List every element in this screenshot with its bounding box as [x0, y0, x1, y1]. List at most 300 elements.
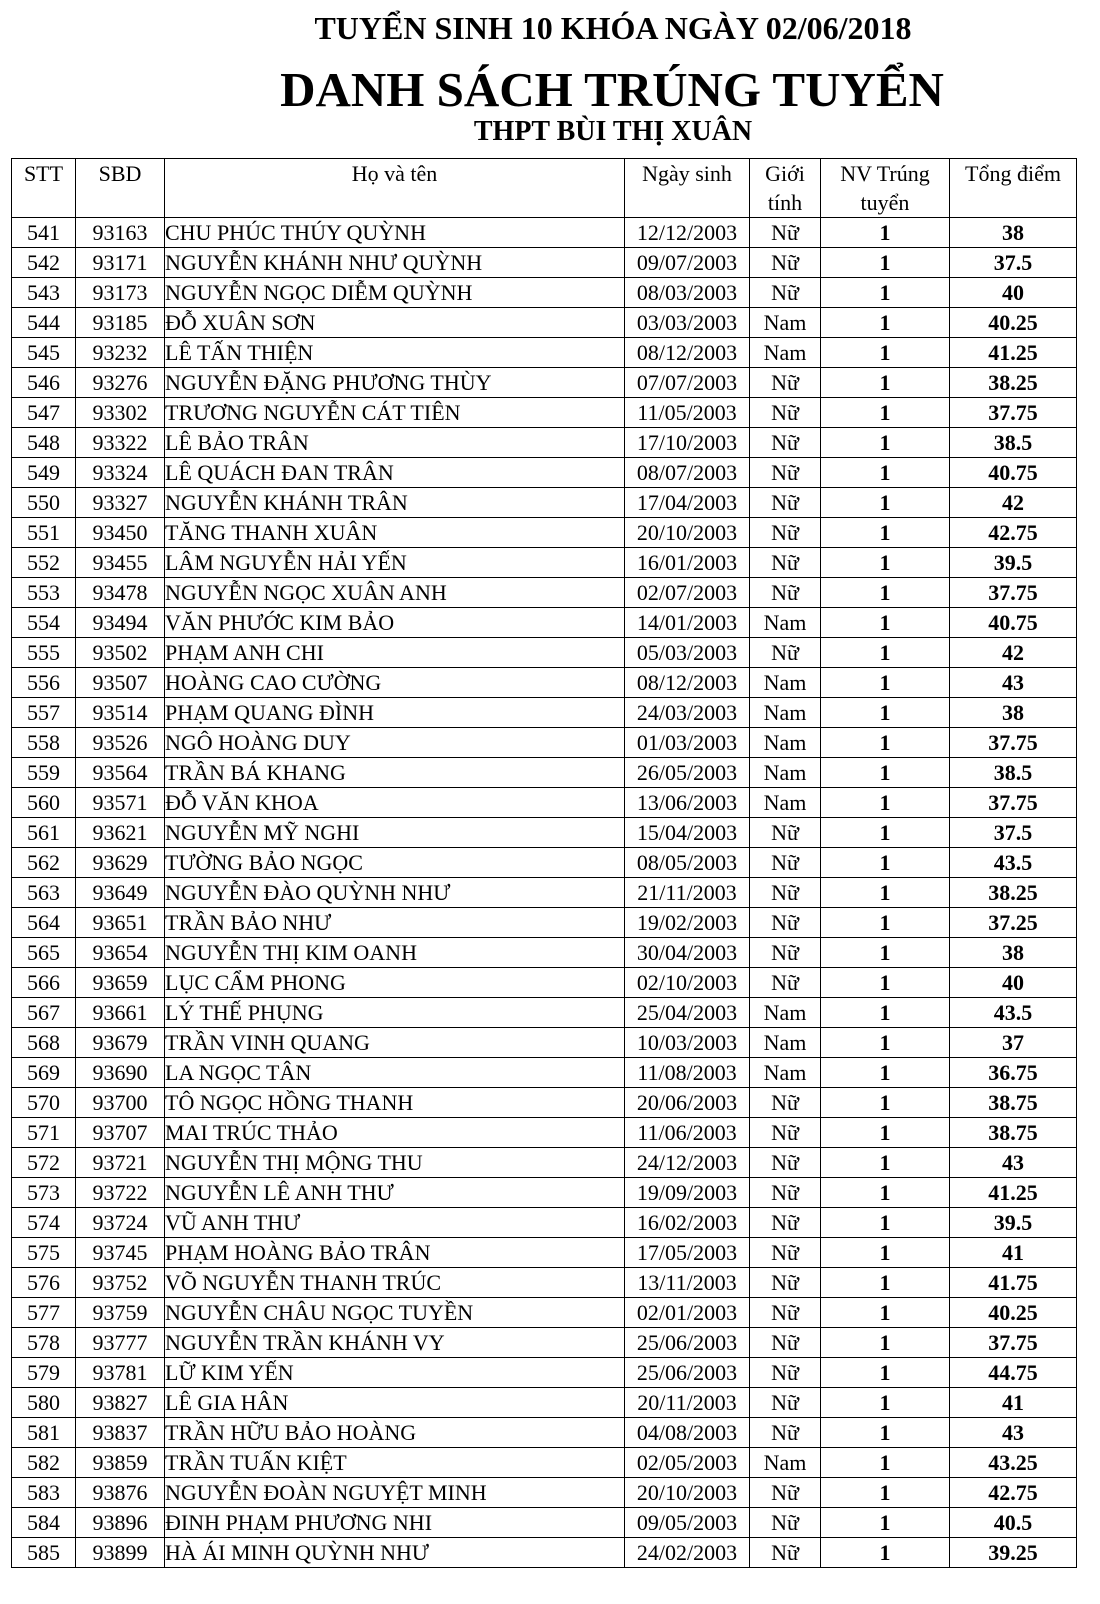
cell-nv: 1	[821, 1058, 950, 1088]
cell-sbd: 93659	[76, 968, 165, 998]
cell-name: LÊ BẢO TRÂN	[165, 428, 625, 458]
cell-score: 39.25	[950, 1538, 1077, 1568]
cell-dob: 02/07/2003	[625, 578, 750, 608]
cell-sbd: 93722	[76, 1178, 165, 1208]
header-dob: Ngày sinh	[625, 159, 750, 218]
cell-dob: 02/05/2003	[625, 1448, 750, 1478]
cell-sbd: 93721	[76, 1148, 165, 1178]
cell-score: 37.75	[950, 398, 1077, 428]
cell-sex: Nam	[750, 1028, 821, 1058]
cell-stt: 582	[12, 1448, 76, 1478]
cell-nv: 1	[821, 1478, 950, 1508]
cell-stt: 559	[12, 758, 76, 788]
cell-sex: Nữ	[750, 848, 821, 878]
table-row	[12, 1388, 1077, 1418]
cell-sex: Nữ	[750, 578, 821, 608]
cell-dob: 15/04/2003	[625, 818, 750, 848]
cell-stt: 556	[12, 668, 76, 698]
cell-sbd: 93564	[76, 758, 165, 788]
table-row	[12, 488, 1077, 518]
cell-name: TRẦN HỮU BẢO HOÀNG	[165, 1418, 625, 1448]
cell-name: MAI TRÚC THẢO	[165, 1118, 625, 1148]
cell-nv: 1	[821, 1448, 950, 1478]
cell-sex: Nữ	[750, 938, 821, 968]
cell-sbd: 93752	[76, 1268, 165, 1298]
cell-name: VĂN PHƯỚC KIM BẢO	[165, 608, 625, 638]
cell-dob: 04/08/2003	[625, 1418, 750, 1448]
table-row	[12, 1418, 1077, 1448]
cell-score: 37.25	[950, 908, 1077, 938]
cell-score: 40	[950, 968, 1077, 998]
cell-dob: 08/03/2003	[625, 278, 750, 308]
table-row	[12, 608, 1077, 638]
cell-score: 39.5	[950, 1208, 1077, 1238]
cell-stt: 546	[12, 368, 76, 398]
cell-name: NGÔ HOÀNG DUY	[165, 728, 625, 758]
cell-name: LA NGỌC TÂN	[165, 1058, 625, 1088]
table-row	[12, 848, 1077, 878]
cell-sex: Nam	[750, 758, 821, 788]
cell-score: 38.5	[950, 428, 1077, 458]
cell-sbd: 93629	[76, 848, 165, 878]
cell-sbd: 93661	[76, 998, 165, 1028]
cell-stt: 569	[12, 1058, 76, 1088]
cell-sbd: 93494	[76, 608, 165, 638]
cell-score: 37.75	[950, 578, 1077, 608]
table-row	[12, 1208, 1077, 1238]
cell-sex: Nữ	[750, 968, 821, 998]
cell-stt: 554	[12, 608, 76, 638]
cell-dob: 17/10/2003	[625, 428, 750, 458]
cell-name: NGUYỄN TRẦN KHÁNH VY	[165, 1328, 625, 1358]
cell-stt: 575	[12, 1238, 76, 1268]
cell-sbd: 93707	[76, 1118, 165, 1148]
table-row	[12, 1118, 1077, 1148]
table-row	[12, 368, 1077, 398]
table-body	[12, 218, 1077, 1568]
cell-name: LÂM NGUYỄN HẢI YẾN	[165, 548, 625, 578]
cell-dob: 30/04/2003	[625, 938, 750, 968]
cell-stt: 567	[12, 998, 76, 1028]
cell-sex: Nữ	[750, 1508, 821, 1538]
table-row	[12, 1178, 1077, 1208]
cell-sex: Nam	[750, 1058, 821, 1088]
cell-stt: 580	[12, 1388, 76, 1418]
cell-score: 41.75	[950, 1268, 1077, 1298]
cell-stt: 584	[12, 1508, 76, 1538]
cell-dob: 17/05/2003	[625, 1238, 750, 1268]
cell-name: VŨ ANH THƯ	[165, 1208, 625, 1238]
cell-stt: 552	[12, 548, 76, 578]
cell-name: NGUYỄN KHÁNH NHƯ QUỲNH	[165, 248, 625, 278]
cell-nv: 1	[821, 728, 950, 758]
cell-sex: Nữ	[750, 908, 821, 938]
cell-score: 40.25	[950, 1298, 1077, 1328]
cell-dob: 08/05/2003	[625, 848, 750, 878]
cell-stt: 572	[12, 1148, 76, 1178]
table-row	[12, 278, 1077, 308]
cell-score: 43	[950, 1148, 1077, 1178]
cell-sbd: 93621	[76, 818, 165, 848]
cell-name: LÊ GIA HÂN	[165, 1388, 625, 1418]
table-row	[12, 968, 1077, 998]
cell-name: TRẦN BẢO NHƯ	[165, 908, 625, 938]
school-name: THPT BÙI THỊ XUÂN	[473, 116, 753, 147]
table-row	[12, 728, 1077, 758]
cell-dob: 02/10/2003	[625, 968, 750, 998]
cell-sbd: 93651	[76, 908, 165, 938]
cell-name: ĐỖ XUÂN SƠN	[165, 308, 625, 338]
cell-sbd: 93322	[76, 428, 165, 458]
header-score: Tổng điểm	[950, 159, 1077, 218]
cell-nv: 1	[821, 908, 950, 938]
table-row	[12, 1358, 1077, 1388]
cell-dob: 20/10/2003	[625, 1478, 750, 1508]
cell-score: 43.5	[950, 998, 1077, 1028]
document-subtitle: DANH SÁCH TRÚNG TUYỂN	[280, 62, 944, 117]
cell-nv: 1	[821, 608, 950, 638]
cell-name: TRẦN BÁ KHANG	[165, 758, 625, 788]
cell-dob: 16/01/2003	[625, 548, 750, 578]
cell-name: ĐINH PHẠM PHƯƠNG NHI	[165, 1508, 625, 1538]
cell-name: PHẠM QUANG ĐÌNH	[165, 698, 625, 728]
table-row	[12, 878, 1077, 908]
cell-dob: 16/02/2003	[625, 1208, 750, 1238]
cell-score: 38.5	[950, 758, 1077, 788]
cell-nv: 1	[821, 788, 950, 818]
cell-score: 43	[950, 1418, 1077, 1448]
table-row	[12, 1028, 1077, 1058]
cell-stt: 579	[12, 1358, 76, 1388]
table-row	[12, 698, 1077, 728]
cell-dob: 08/07/2003	[625, 458, 750, 488]
cell-name: TƯỜNG BẢO NGỌC	[165, 848, 625, 878]
cell-sex: Nữ	[750, 218, 821, 248]
cell-sex: Nữ	[750, 518, 821, 548]
cell-sex: Nữ	[750, 1238, 821, 1268]
cell-name: NGUYỄN CHÂU NGỌC TUYỀN	[165, 1298, 625, 1328]
cell-name: LÊ QUÁCH ĐAN TRÂN	[165, 458, 625, 488]
cell-sbd: 93876	[76, 1478, 165, 1508]
cell-sex: Nữ	[750, 458, 821, 488]
cell-dob: 12/12/2003	[625, 218, 750, 248]
cell-nv: 1	[821, 1418, 950, 1448]
cell-dob: 13/11/2003	[625, 1268, 750, 1298]
cell-sex: Nữ	[750, 1178, 821, 1208]
cell-sex: Nữ	[750, 428, 821, 458]
cell-dob: 24/12/2003	[625, 1148, 750, 1178]
cell-nv: 1	[821, 278, 950, 308]
cell-sbd: 93302	[76, 398, 165, 428]
cell-name: NGUYỄN THỊ KIM OANH	[165, 938, 625, 968]
table-row	[12, 248, 1077, 278]
cell-score: 39.5	[950, 548, 1077, 578]
cell-stt: 565	[12, 938, 76, 968]
cell-name: PHẠM HOÀNG BẢO TRÂN	[165, 1238, 625, 1268]
cell-nv: 1	[821, 548, 950, 578]
table-row	[12, 638, 1077, 668]
cell-name: NGUYỄN LÊ ANH THƯ	[165, 1178, 625, 1208]
cell-dob: 09/07/2003	[625, 248, 750, 278]
cell-stt: 561	[12, 818, 76, 848]
cell-sbd: 93478	[76, 578, 165, 608]
cell-sex: Nam	[750, 668, 821, 698]
cell-score: 38.25	[950, 368, 1077, 398]
cell-name: LÝ THẾ PHỤNG	[165, 998, 625, 1028]
cell-stt: 547	[12, 398, 76, 428]
table-row	[12, 1148, 1077, 1178]
cell-sbd: 93679	[76, 1028, 165, 1058]
cell-stt: 576	[12, 1268, 76, 1298]
cell-score: 38.75	[950, 1088, 1077, 1118]
cell-sbd: 93450	[76, 518, 165, 548]
cell-score: 40.5	[950, 1508, 1077, 1538]
table-row	[12, 1298, 1077, 1328]
header-name: Họ và tên	[165, 159, 625, 218]
cell-dob: 20/11/2003	[625, 1388, 750, 1418]
cell-name: HOÀNG CAO CƯỜNG	[165, 668, 625, 698]
cell-dob: 25/06/2003	[625, 1358, 750, 1388]
cell-score: 38	[950, 218, 1077, 248]
cell-nv: 1	[821, 1238, 950, 1268]
cell-stt: 558	[12, 728, 76, 758]
cell-score: 38	[950, 698, 1077, 728]
cell-sex: Nữ	[750, 1538, 821, 1568]
cell-dob: 20/06/2003	[625, 1088, 750, 1118]
cell-nv: 1	[821, 338, 950, 368]
cell-stt: 542	[12, 248, 76, 278]
cell-nv: 1	[821, 1148, 950, 1178]
cell-nv: 1	[821, 458, 950, 488]
cell-stt: 577	[12, 1298, 76, 1328]
cell-sex: Nữ	[750, 1268, 821, 1298]
cell-sex: Nữ	[750, 638, 821, 668]
cell-nv: 1	[821, 1328, 950, 1358]
cell-sbd: 93276	[76, 368, 165, 398]
cell-name: NGUYỄN ĐÀO QUỲNH NHƯ	[165, 878, 625, 908]
cell-sex: Nữ	[750, 1478, 821, 1508]
table-row	[12, 518, 1077, 548]
cell-stt: 550	[12, 488, 76, 518]
cell-nv: 1	[821, 968, 950, 998]
cell-score: 37.5	[950, 818, 1077, 848]
cell-nv: 1	[821, 1358, 950, 1388]
cell-dob: 19/02/2003	[625, 908, 750, 938]
table-row	[12, 788, 1077, 818]
cell-sex: Nữ	[750, 548, 821, 578]
cell-nv: 1	[821, 1088, 950, 1118]
table-row	[12, 548, 1077, 578]
cell-dob: 25/06/2003	[625, 1328, 750, 1358]
cell-nv: 1	[821, 578, 950, 608]
cell-sbd: 93324	[76, 458, 165, 488]
cell-nv: 1	[821, 308, 950, 338]
cell-name: LỮ KIM YẾN	[165, 1358, 625, 1388]
cell-stt: 564	[12, 908, 76, 938]
cell-score: 41	[950, 1388, 1077, 1418]
cell-name: HÀ ÁI MINH QUỲNH NHƯ	[165, 1538, 625, 1568]
cell-nv: 1	[821, 698, 950, 728]
cell-sbd: 93899	[76, 1538, 165, 1568]
cell-name: TRƯƠNG NGUYỄN CÁT TIÊN	[165, 398, 625, 428]
cell-name: TRẦN VINH QUANG	[165, 1028, 625, 1058]
cell-name: ĐỖ VĂN KHOA	[165, 788, 625, 818]
cell-score: 42	[950, 638, 1077, 668]
cell-sbd: 93171	[76, 248, 165, 278]
table-row	[12, 578, 1077, 608]
cell-sex: Nữ	[750, 1328, 821, 1358]
cell-nv: 1	[821, 1538, 950, 1568]
cell-sex: Nữ	[750, 398, 821, 428]
cell-score: 42	[950, 488, 1077, 518]
cell-name: NGUYỄN NGỌC DIỄM QUỲNH	[165, 278, 625, 308]
cell-sex: Nữ	[750, 818, 821, 848]
cell-sbd: 93507	[76, 668, 165, 698]
cell-dob: 25/04/2003	[625, 998, 750, 1028]
cell-nv: 1	[821, 668, 950, 698]
cell-dob: 02/01/2003	[625, 1298, 750, 1328]
cell-nv: 1	[821, 878, 950, 908]
cell-stt: 568	[12, 1028, 76, 1058]
cell-sbd: 93781	[76, 1358, 165, 1388]
cell-score: 37	[950, 1028, 1077, 1058]
cell-nv: 1	[821, 638, 950, 668]
cell-stt: 545	[12, 338, 76, 368]
cell-score: 41.25	[950, 338, 1077, 368]
header-nv: NV Trúng tuyển	[821, 159, 950, 218]
cell-sex: Nữ	[750, 1298, 821, 1328]
cell-dob: 05/03/2003	[625, 638, 750, 668]
cell-nv: 1	[821, 1508, 950, 1538]
cell-sex: Nam	[750, 998, 821, 1028]
cell-dob: 24/02/2003	[625, 1538, 750, 1568]
cell-dob: 20/10/2003	[625, 518, 750, 548]
cell-sbd: 93232	[76, 338, 165, 368]
cell-nv: 1	[821, 488, 950, 518]
cell-stt: 573	[12, 1178, 76, 1208]
cell-nv: 1	[821, 1268, 950, 1298]
cell-stt: 557	[12, 698, 76, 728]
cell-score: 36.75	[950, 1058, 1077, 1088]
cell-stt: 581	[12, 1418, 76, 1448]
cell-nv: 1	[821, 248, 950, 278]
cell-name: TĂNG THANH XUÂN	[165, 518, 625, 548]
cell-dob: 17/04/2003	[625, 488, 750, 518]
cell-nv: 1	[821, 1118, 950, 1148]
cell-sbd: 93700	[76, 1088, 165, 1118]
table-row	[12, 1328, 1077, 1358]
header-sex: Giới tính	[750, 159, 821, 218]
cell-sex: Nữ	[750, 248, 821, 278]
cell-name: CHU PHÚC THÚY QUỲNH	[165, 218, 625, 248]
cell-stt: 544	[12, 308, 76, 338]
cell-dob: 08/12/2003	[625, 338, 750, 368]
cell-nv: 1	[821, 848, 950, 878]
cell-stt: 555	[12, 638, 76, 668]
table-row	[12, 758, 1077, 788]
cell-name: NGUYỄN THỊ MỘNG THU	[165, 1148, 625, 1178]
cell-sex: Nữ	[750, 1088, 821, 1118]
header-sbd: SBD	[76, 159, 165, 218]
cell-nv: 1	[821, 1388, 950, 1418]
cell-sbd: 93777	[76, 1328, 165, 1358]
cell-score: 37.75	[950, 728, 1077, 758]
cell-stt: 585	[12, 1538, 76, 1568]
cell-dob: 08/12/2003	[625, 668, 750, 698]
cell-nv: 1	[821, 368, 950, 398]
cell-sex: Nữ	[750, 278, 821, 308]
cell-dob: 11/05/2003	[625, 398, 750, 428]
cell-score: 43	[950, 668, 1077, 698]
cell-stt: 551	[12, 518, 76, 548]
cell-dob: 07/07/2003	[625, 368, 750, 398]
table-row	[12, 1088, 1077, 1118]
cell-sbd: 93724	[76, 1208, 165, 1238]
table-row	[12, 818, 1077, 848]
table-row	[12, 398, 1077, 428]
table-row	[12, 668, 1077, 698]
cell-name: LỤC CẨM PHONG	[165, 968, 625, 998]
cell-score: 37.75	[950, 1328, 1077, 1358]
cell-dob: 09/05/2003	[625, 1508, 750, 1538]
cell-score: 42.75	[950, 518, 1077, 548]
cell-score: 42.75	[950, 1478, 1077, 1508]
table-row	[12, 458, 1077, 488]
cell-dob: 10/03/2003	[625, 1028, 750, 1058]
table-row	[12, 1268, 1077, 1298]
cell-stt: 578	[12, 1328, 76, 1358]
cell-nv: 1	[821, 938, 950, 968]
cell-nv: 1	[821, 1298, 950, 1328]
cell-sbd: 93163	[76, 218, 165, 248]
cell-name: NGUYỄN MỸ NGHI	[165, 818, 625, 848]
cell-dob: 01/03/2003	[625, 728, 750, 758]
admission-table	[11, 158, 1077, 1568]
cell-stt: 553	[12, 578, 76, 608]
cell-dob: 11/06/2003	[625, 1118, 750, 1148]
cell-stt: 548	[12, 428, 76, 458]
cell-sex: Nữ	[750, 368, 821, 398]
cell-score: 43.5	[950, 848, 1077, 878]
cell-sbd: 93455	[76, 548, 165, 578]
cell-sex: Nữ	[750, 878, 821, 908]
cell-sbd: 93327	[76, 488, 165, 518]
cell-score: 41	[950, 1238, 1077, 1268]
cell-name: PHẠM ANH CHI	[165, 638, 625, 668]
header-stt: STT	[12, 159, 76, 218]
cell-dob: 11/08/2003	[625, 1058, 750, 1088]
cell-dob: 13/06/2003	[625, 788, 750, 818]
table-row	[12, 218, 1077, 248]
cell-stt: 543	[12, 278, 76, 308]
cell-sex: Nam	[750, 338, 821, 368]
cell-sex: Nữ	[750, 1418, 821, 1448]
table-row	[12, 338, 1077, 368]
table-row	[12, 1058, 1077, 1088]
table-row	[12, 308, 1077, 338]
table-row	[12, 1508, 1077, 1538]
cell-dob: 26/05/2003	[625, 758, 750, 788]
document-title: TUYỂN SINH 10 KHÓA NGÀY 02/06/2018	[314, 10, 912, 46]
cell-dob: 19/09/2003	[625, 1178, 750, 1208]
cell-score: 37.5	[950, 248, 1077, 278]
table-row	[12, 1238, 1077, 1268]
table-row	[12, 908, 1077, 938]
cell-sbd: 93526	[76, 728, 165, 758]
cell-stt: 560	[12, 788, 76, 818]
table-row	[12, 998, 1077, 1028]
table-header-row	[12, 159, 1077, 218]
